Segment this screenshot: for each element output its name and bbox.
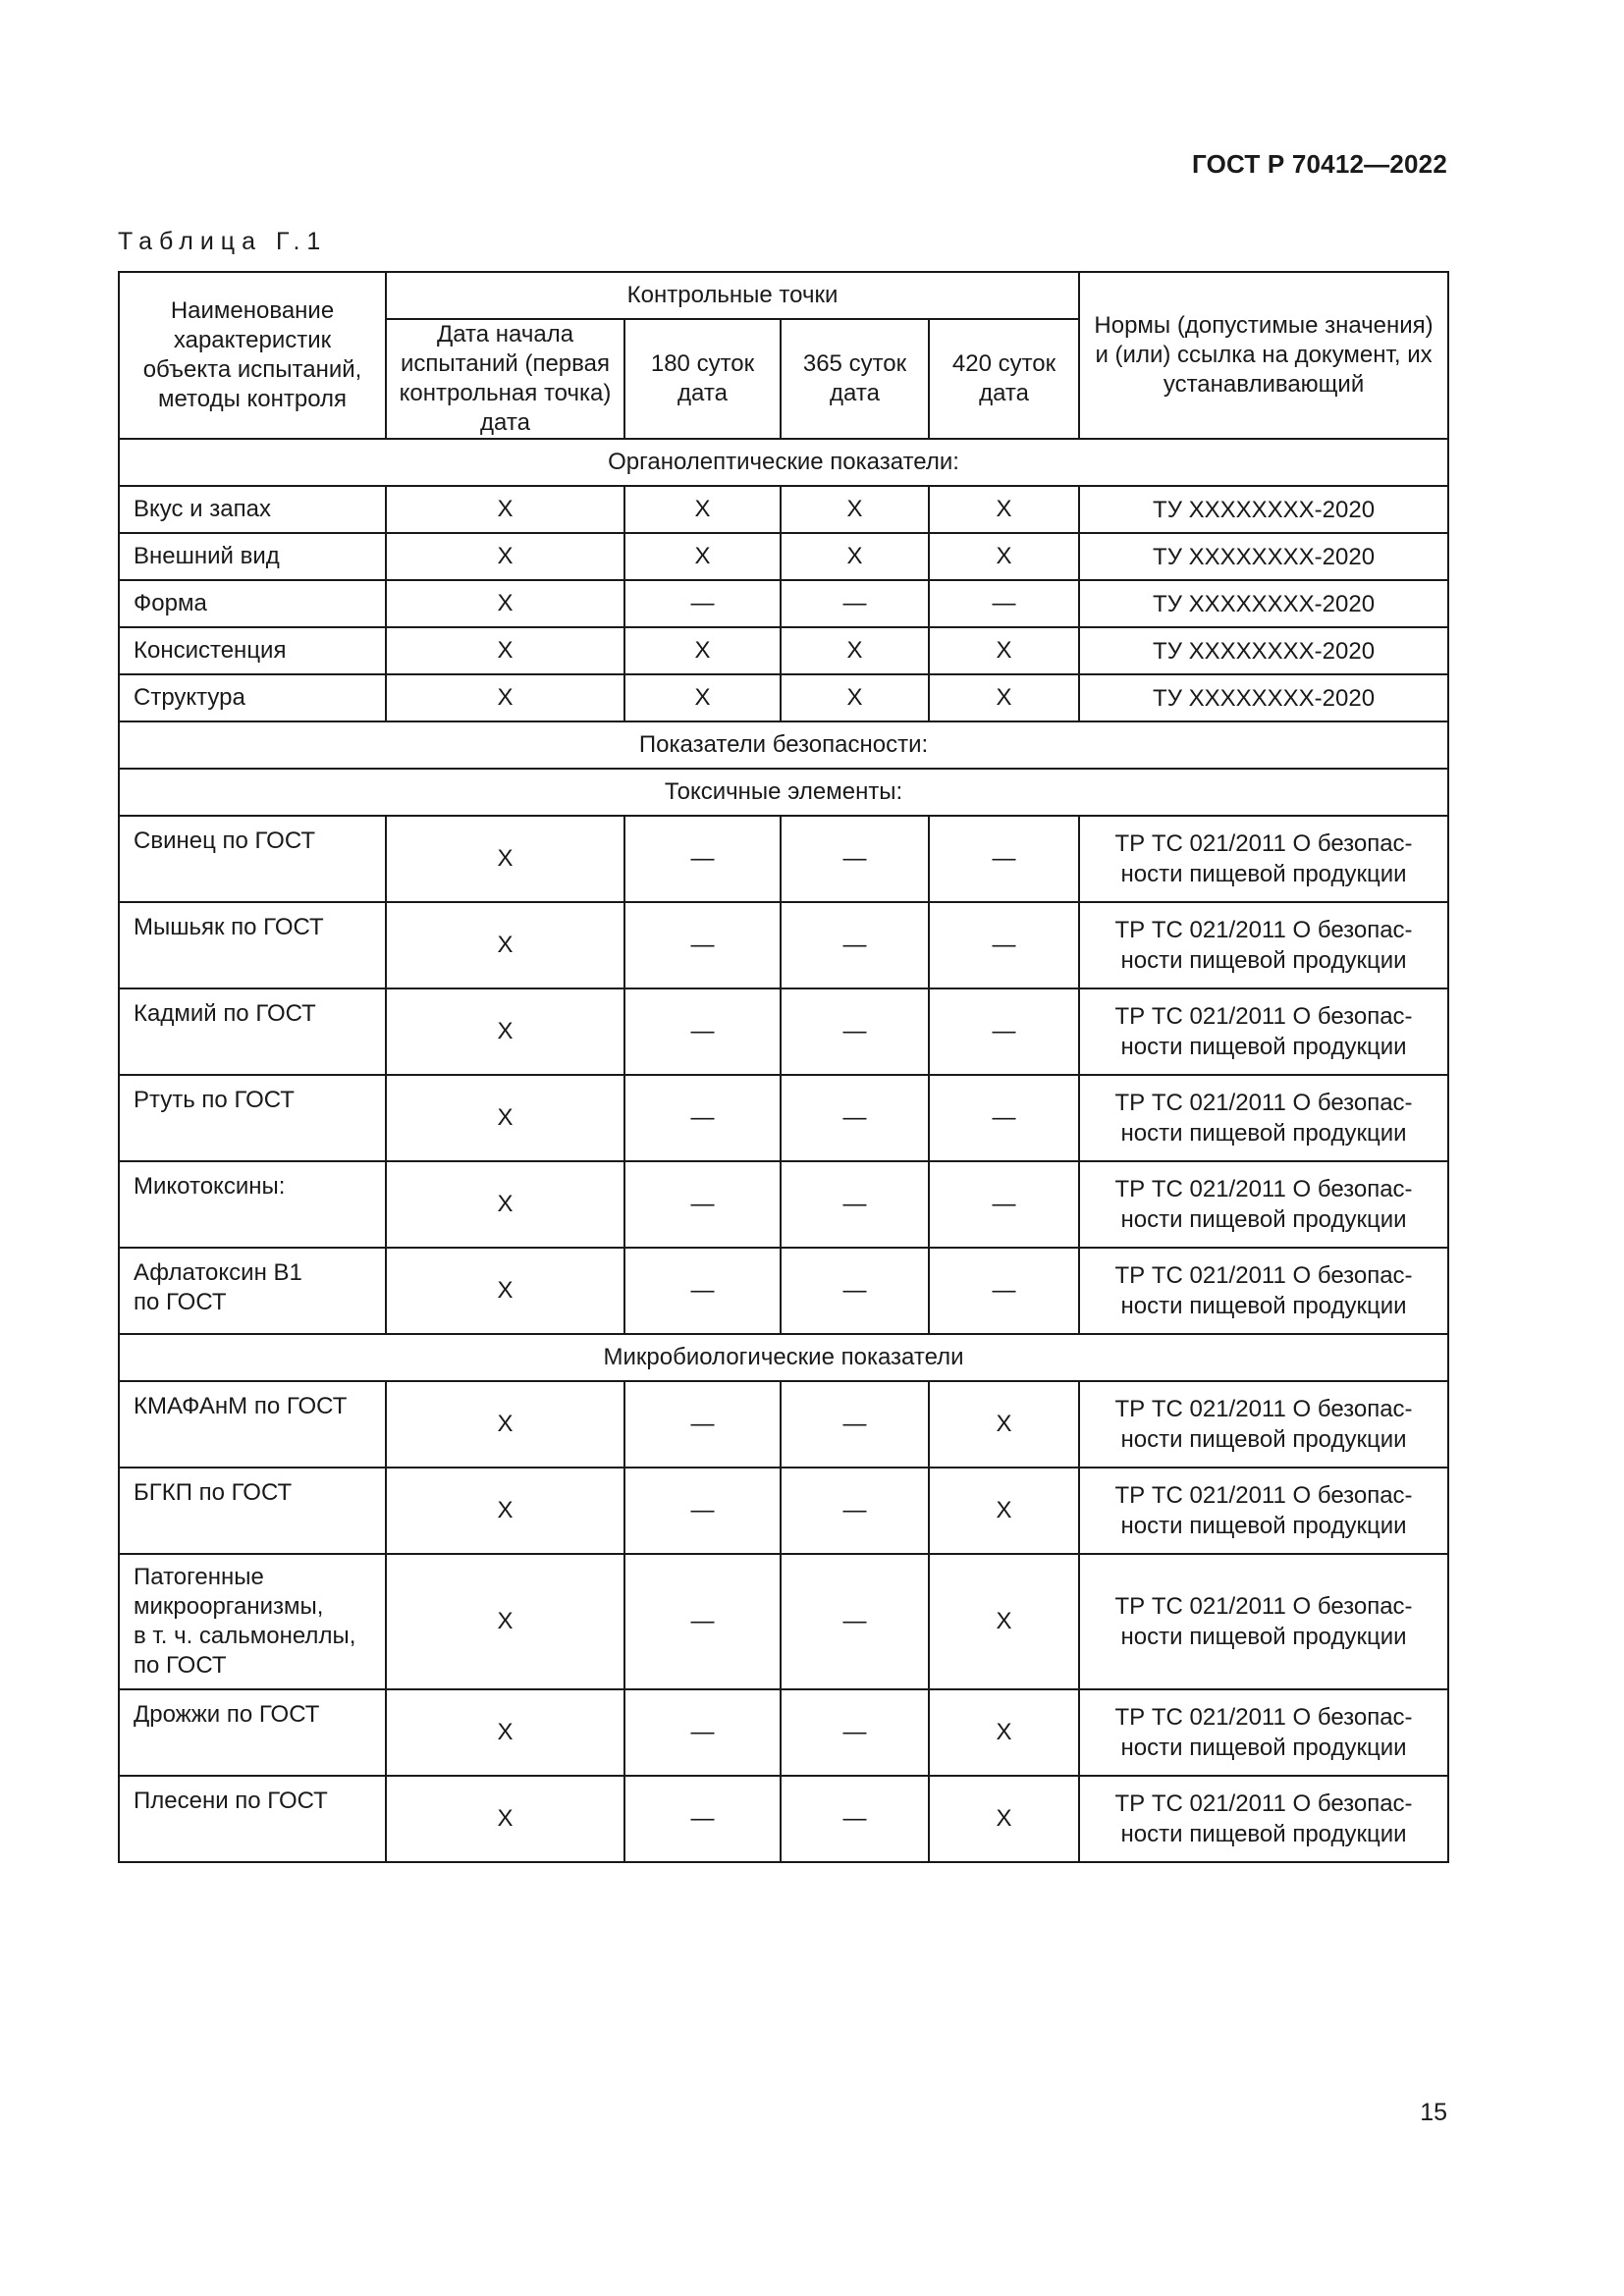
control-point-mark: X xyxy=(781,674,929,721)
control-point-mark: X xyxy=(386,1776,624,1862)
control-point-mark: X xyxy=(386,1554,624,1689)
control-point-mark: X xyxy=(929,674,1079,721)
control-point-mark: — xyxy=(624,1689,781,1776)
section-title: Показатели безопасности: xyxy=(119,721,1448,769)
norm-reference: ТР ТС 021/2011 О безопас- ности пищевой продукции xyxy=(1079,1554,1448,1689)
characteristic-name: Мышьяк по ГОСТ xyxy=(119,902,386,988)
control-point-mark: — xyxy=(624,580,781,627)
control-point-mark: X xyxy=(386,1381,624,1468)
control-point-mark: X xyxy=(781,486,929,533)
control-point-mark: X xyxy=(929,533,1079,580)
control-point-mark: — xyxy=(929,580,1079,627)
norm-reference: ТР ТС 021/2011 О безопас- ности пищевой продукции xyxy=(1079,1689,1448,1776)
header-control-points: Контрольные точки xyxy=(386,272,1079,319)
table-row xyxy=(119,674,1448,721)
control-point-mark: — xyxy=(781,580,929,627)
control-point-mark: X xyxy=(386,902,624,988)
table-caption: Таблица Г.1 xyxy=(118,228,328,255)
table-row xyxy=(119,533,1448,580)
characteristic-name: Плесени по ГОСТ xyxy=(119,1776,386,1862)
table-row xyxy=(119,1248,1448,1334)
control-point-mark: X xyxy=(386,1468,624,1554)
characteristic-name: Микотоксины: xyxy=(119,1161,386,1248)
control-point-mark: — xyxy=(624,1248,781,1334)
control-point-mark: X xyxy=(386,486,624,533)
control-point-mark: — xyxy=(781,988,929,1075)
characteristic-name: Кадмий по ГОСТ xyxy=(119,988,386,1075)
control-point-mark: — xyxy=(624,988,781,1075)
norm-reference: ТР ТС 021/2011 О безопас- ности пищевой продукции xyxy=(1079,1161,1448,1248)
control-point-mark: — xyxy=(929,1075,1079,1161)
norm-reference: ТУ XXXXXXXX-2020 xyxy=(1079,674,1448,721)
control-point-mark: X xyxy=(386,1075,624,1161)
norm-reference: ТР ТС 021/2011 О безопас- ности пищевой продукции xyxy=(1079,902,1448,988)
section-title: Органолептические показатели: xyxy=(119,439,1448,486)
norm-reference: ТР ТС 021/2011 О безопас- ности пищевой продукции xyxy=(1079,1248,1448,1334)
header-point-420: 420 суток дата xyxy=(929,319,1079,439)
table-row xyxy=(119,1161,1448,1248)
characteristic-name: Ртуть по ГОСТ xyxy=(119,1075,386,1161)
norm-reference: ТР ТС 021/2011 О безопас- ности пищевой продукции xyxy=(1079,816,1448,902)
characteristic-name: Вкус и запах xyxy=(119,486,386,533)
section-row xyxy=(119,769,1448,816)
header-characteristics: Наименование характеристик объекта испытаний, методы контроля xyxy=(119,272,386,439)
section-title: Микробиологические показатели xyxy=(119,1334,1448,1381)
control-point-mark: — xyxy=(781,1554,929,1689)
control-point-mark: — xyxy=(624,902,781,988)
control-point-mark: X xyxy=(386,1248,624,1334)
table-row xyxy=(119,486,1448,533)
table-row xyxy=(119,816,1448,902)
control-point-mark: X xyxy=(386,580,624,627)
test-schedule-table xyxy=(118,271,1449,1863)
characteristic-name: Структура xyxy=(119,674,386,721)
control-point-mark: — xyxy=(781,1381,929,1468)
control-point-mark: — xyxy=(781,1248,929,1334)
control-point-mark: — xyxy=(781,1161,929,1248)
control-point-mark: — xyxy=(929,988,1079,1075)
control-point-mark: — xyxy=(781,1075,929,1161)
control-point-mark: — xyxy=(781,816,929,902)
control-point-mark: X xyxy=(929,627,1079,674)
control-point-mark: X xyxy=(929,1689,1079,1776)
characteristic-name: КМАФАнМ по ГОСТ xyxy=(119,1381,386,1468)
control-point-mark: — xyxy=(624,1554,781,1689)
control-point-mark: — xyxy=(781,1689,929,1776)
norm-reference: ТР ТС 021/2011 О безопас- ности пищевой продукции xyxy=(1079,988,1448,1075)
characteristic-name: Дрожжи по ГОСТ xyxy=(119,1689,386,1776)
page-number: 15 xyxy=(1420,2099,1447,2126)
control-point-mark: X xyxy=(386,627,624,674)
table-row xyxy=(119,1468,1448,1554)
document-code: ГОСТ Р 70412—2022 xyxy=(1192,149,1447,179)
control-point-mark: X xyxy=(386,1689,624,1776)
norm-reference: ТУ XXXXXXXX-2020 xyxy=(1079,486,1448,533)
section-title: Токсичные элементы: xyxy=(119,769,1448,816)
control-point-mark: X xyxy=(929,1554,1079,1689)
characteristic-name: Консистенция xyxy=(119,627,386,674)
norm-reference: ТУ XXXXXXXX-2020 xyxy=(1079,627,1448,674)
table-row xyxy=(119,988,1448,1075)
control-point-mark: — xyxy=(781,1468,929,1554)
characteristic-name: Форма xyxy=(119,580,386,627)
control-point-mark: — xyxy=(624,1161,781,1248)
control-point-mark: X xyxy=(386,816,624,902)
control-point-mark: X xyxy=(624,627,781,674)
header-row-top xyxy=(119,272,1448,319)
characteristic-name: Афлатоксин В1 по ГОСТ xyxy=(119,1248,386,1334)
norm-reference: ТУ XXXXXXXX-2020 xyxy=(1079,533,1448,580)
control-point-mark: — xyxy=(624,1468,781,1554)
table-row xyxy=(119,580,1448,627)
characteristic-name: БГКП по ГОСТ xyxy=(119,1468,386,1554)
characteristic-name: Внешний вид xyxy=(119,533,386,580)
control-point-mark: — xyxy=(929,816,1079,902)
control-point-mark: X xyxy=(624,674,781,721)
norm-reference: ТУ XXXXXXXX-2020 xyxy=(1079,580,1448,627)
control-point-mark: — xyxy=(781,902,929,988)
control-point-mark: X xyxy=(929,486,1079,533)
characteristic-name: Свинец по ГОСТ xyxy=(119,816,386,902)
header-point-180: 180 суток дата xyxy=(624,319,781,439)
control-point-mark: — xyxy=(624,816,781,902)
header-norms: Нормы (допустимые значения) и (или) ссылка на документ, их устанавливающий xyxy=(1079,272,1448,439)
norm-reference: ТР ТС 021/2011 О безопас- ности пищевой продукции xyxy=(1079,1776,1448,1862)
control-point-mark: — xyxy=(929,1248,1079,1334)
header-point-start: Дата начала испытаний (первая контрольная точка) дата xyxy=(386,319,624,439)
control-point-mark: X xyxy=(624,486,781,533)
control-point-mark: — xyxy=(781,1776,929,1862)
control-point-mark: X xyxy=(781,533,929,580)
table-row xyxy=(119,1689,1448,1776)
header-point-365: 365 суток дата xyxy=(781,319,929,439)
control-point-mark: X xyxy=(929,1468,1079,1554)
control-point-mark: X xyxy=(386,988,624,1075)
control-point-mark: X xyxy=(386,1161,624,1248)
norm-reference: ТР ТС 021/2011 О безопас- ности пищевой продукции xyxy=(1079,1075,1448,1161)
control-point-mark: X xyxy=(624,533,781,580)
table-row xyxy=(119,1776,1448,1862)
table-row xyxy=(119,1381,1448,1468)
control-point-mark: — xyxy=(624,1381,781,1468)
control-point-mark: X xyxy=(386,533,624,580)
control-point-mark: X xyxy=(781,627,929,674)
norm-reference: ТР ТС 021/2011 О безопас- ности пищевой продукции xyxy=(1079,1381,1448,1468)
table-row xyxy=(119,902,1448,988)
control-point-mark: X xyxy=(386,674,624,721)
section-row xyxy=(119,1334,1448,1381)
characteristic-name: Патогенные микроорганизмы, в т. ч. сальмонеллы, по ГОСТ xyxy=(119,1554,386,1689)
control-point-mark: X xyxy=(929,1381,1079,1468)
section-row xyxy=(119,721,1448,769)
control-point-mark: — xyxy=(624,1776,781,1862)
table-row xyxy=(119,1554,1448,1689)
table-row xyxy=(119,1075,1448,1161)
control-point-mark: — xyxy=(929,902,1079,988)
norm-reference: ТР ТС 021/2011 О безопас- ности пищевой продукции xyxy=(1079,1468,1448,1554)
control-point-mark: — xyxy=(624,1075,781,1161)
control-point-mark: X xyxy=(929,1776,1079,1862)
control-point-mark: — xyxy=(929,1161,1079,1248)
table-row xyxy=(119,627,1448,674)
section-row xyxy=(119,439,1448,486)
